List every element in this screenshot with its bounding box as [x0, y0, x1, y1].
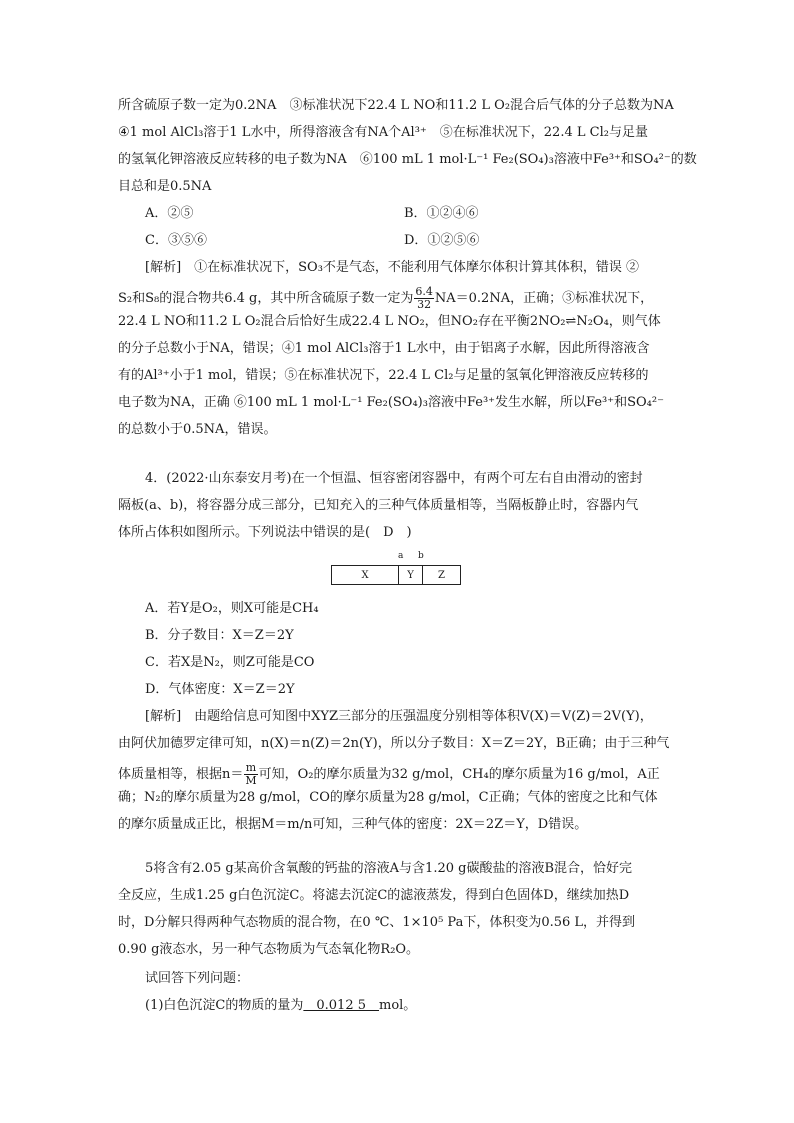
- q3-option-d: D．①②⑤⑥: [404, 233, 480, 248]
- q4-option-c: C．若X是N₂，则Z可能是CO: [145, 655, 315, 670]
- q5-sub-question-1-pre: (1)白色沉淀C的物质的量为: [145, 998, 304, 1013]
- q3-analysis-line-6: 电子数为NA，正确 ⑥100 mL 1 mol·L⁻¹ Fe₂(SO₄)₃溶液中Fe³⁺发生水解，所以Fe³⁺和SO₄²⁻: [118, 395, 664, 410]
- q4-analysis-line-2: 由阿伏加德罗定律可知，n(X)＝n(Z)＝2n(Y)，所以分子数目：X＝Z＝2Y，B正确；由于三种气: [118, 736, 670, 751]
- answer-blank: 0.012 5: [303, 998, 379, 1013]
- fraction-numerator: m: [245, 761, 257, 774]
- q3-analysis-line-5: 有的Al³⁺小于1 mol，错误；⑤在标准状况下，22.4 L Cl₂与足量的氢氧化钾溶液反应转移的: [118, 368, 649, 383]
- q3-text-line-3: 的氢氧化钾溶液反应转移的电子数为NA ⑥100 mL 1 mol·L⁻¹ Fe₂(SO₄)₃溶液中Fe³⁺和SO₄²⁻的数: [118, 152, 697, 167]
- q4-analysis-line-3-post: 可知，O₂的摩尔质量为32 g/mol，CH₄的摩尔质量为16 g/mol，A正: [258, 767, 660, 782]
- fraction-numerator: 6.4: [415, 285, 433, 298]
- chamber-z: Z: [422, 565, 461, 585]
- container-diagram: [331, 551, 461, 587]
- q4-analysis-line-3-pre: 体质量相等，根据n＝: [118, 767, 244, 782]
- q4-analysis-line-3: [118, 762, 678, 787]
- q3-text-line-4: 目总和是0.5NA: [118, 179, 212, 194]
- q5-stem-line-4: 0.90 g液态水，另一种气态物质为气态氧化物R₂O。: [118, 942, 420, 957]
- q3-analysis-line-7: 的总数小于0.5NA，错误。: [118, 422, 277, 437]
- q4-option-a: A．若Y是O₂，则X可能是CH₄: [145, 601, 319, 616]
- q3-analysis-line-4: 的分子总数小于NA，错误；④1 mol AlCl₃溶于1 L水中，由于铝离子水解，因此所得溶液含: [118, 341, 650, 356]
- chamber-y: Y: [398, 565, 423, 585]
- fraction-denominator: 32: [417, 298, 432, 311]
- q3-analysis-line-1: [解析] ①在标准状况下，SO₃不是气态，不能利用气体摩尔体积计算其体积，错误 ②: [145, 260, 640, 275]
- q5-sub-question-1-post: mol。: [379, 998, 417, 1013]
- fraction-6-4-over-32: [414, 286, 434, 311]
- q4-option-d: D．气体密度：X＝Z＝2Y: [145, 682, 295, 697]
- fraction-m-over-M: [244, 762, 257, 787]
- q3-option-a: A．②⑤: [145, 206, 194, 221]
- q3-analysis-line-2-pre: S₂和S₈的混合物共6.4 g，其中所含硫原子数一定为: [118, 291, 414, 306]
- q3-option-c: C．③⑤⑥: [145, 233, 207, 248]
- q4-stem-line-1: 4．(2022·山东泰安月考)在一个恒温、恒容密闭容器中，有两个可左右自由滑动的密封: [145, 471, 643, 486]
- q3-analysis-line-2-post: NA＝0.2NA，正确；③标准状况下，: [434, 291, 654, 306]
- q4-analysis-line-1: [解析] 由题给信息可知图中XYZ三部分的压强温度分别相等体积V(X)＝V(Z)＝2V(Y)，: [145, 709, 653, 724]
- q5-prompt: 试回答下列问题：: [145, 971, 250, 986]
- chamber-x: X: [331, 565, 399, 585]
- fraction-denominator: M: [245, 774, 257, 787]
- partition-a-label: a: [398, 551, 404, 561]
- q4-option-b: B．分子数目：X＝Z＝2Y: [145, 628, 294, 643]
- q3-text-line-1: 所含硫原子数一定为0.2NA ③标准状况下22.4 L NO和11.2 L O₂混合后气体的分子总数为NA: [118, 98, 674, 113]
- q5-stem-line-1: 5将含有2.05 g某高价含氧酸的钙盐的溶液A与含1.20 g碳酸盐的溶液B混合，恰好完: [145, 861, 633, 876]
- q3-option-b: B．①②④⑥: [404, 206, 479, 221]
- q3-text-line-2: ④1 mol AlCl₃溶于1 L水中，所得溶液含有NA个Al³⁺ ⑤在标准状况下，22.4 L Cl₂与足量: [118, 125, 648, 140]
- q4-stem-line-3: 体所占体积如图所示。下列说法中错误的是( D ): [118, 525, 412, 540]
- q5-stem-line-3: 时，D分解只得两种气态物质的混合物，在0 ℃、1×10⁵ Pa下，体积变为0.56 L，并得到: [118, 915, 636, 930]
- q4-analysis-line-5: 的摩尔质量成正比，根据M＝m/n可知，三种气体的密度：2X＝2Z＝Y，D错误。: [118, 817, 588, 832]
- q3-analysis-line-3: 22.4 L NO和11.2 L O₂混合后恰好生成22.4 L NO₂，但NO₂存在平衡2NO₂⇌N₂O₄，则气体: [118, 314, 661, 329]
- partition-b-label: b: [418, 551, 424, 561]
- q4-analysis-line-4: 确；N₂的摩尔质量为28 g/mol，CO的摩尔质量为28 g/mol，C正确；气体的密度之比和气体: [118, 790, 658, 805]
- q5-sub-question-1: [145, 997, 685, 1015]
- q3-analysis-line-2: [118, 286, 678, 311]
- q4-stem-line-2: 隔板(a、b)，将容器分成三部分，已知充入的三种气体质量相等，当隔板静止时，容器内气: [118, 498, 639, 513]
- q5-stem-line-2: 全反应，生成1.25 g白色沉淀C。将滤去沉淀C的滤液蒸发，得到白色固体D，继续加热D: [118, 888, 630, 903]
